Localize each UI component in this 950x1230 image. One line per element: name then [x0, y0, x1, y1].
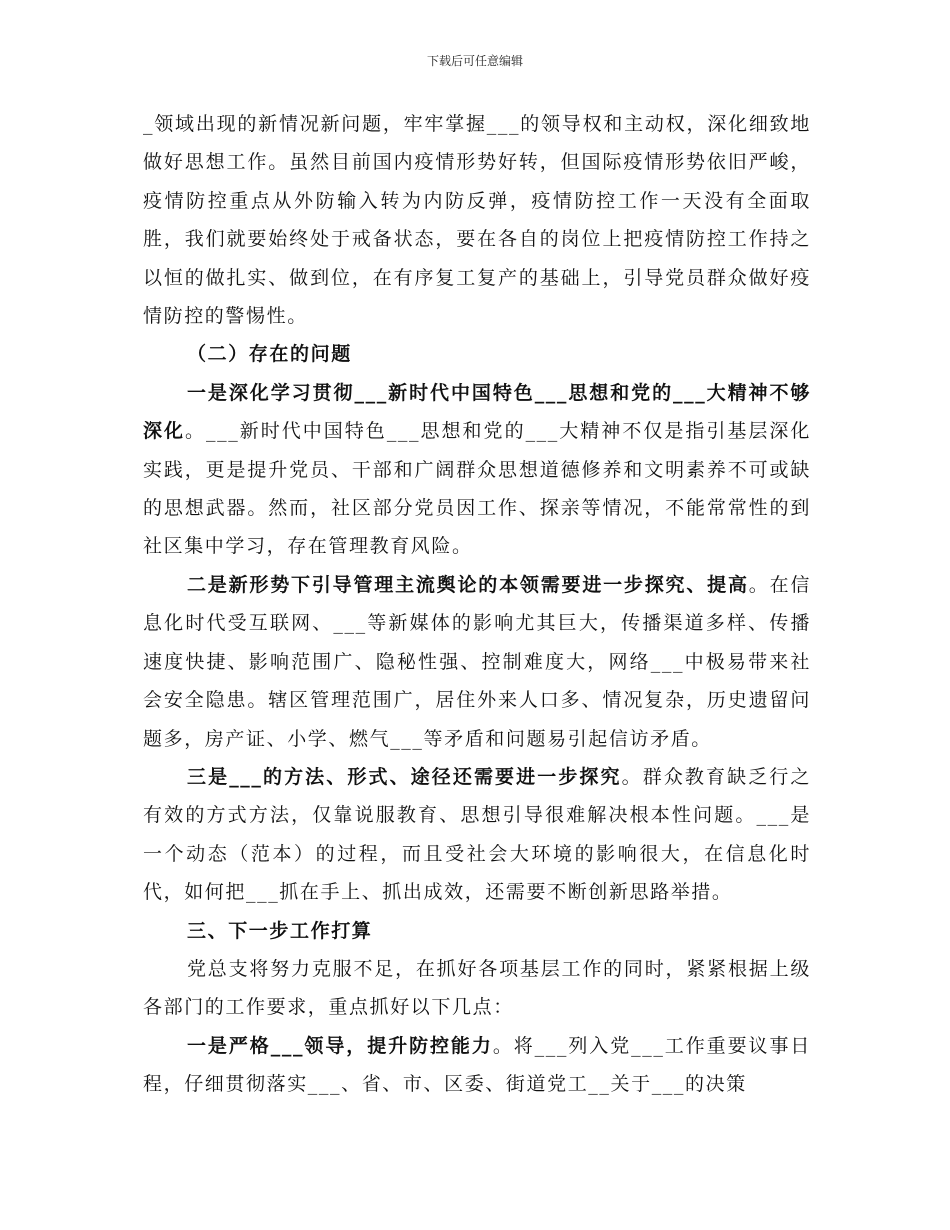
paragraph-text: _领域出现的新情况新问题，牢牢掌握___的领导权和主动权，深化细致地做好思想工作。虽然目前国内疫情形势好转，但国际疫情形势依旧严峻，疫情防控重点从外防输入转为内防反弹，疫情防控工作一天没有全面取胜，我们就要始终处于戒备状态，要在各自的岗位上把疫情防控工作持之以恒的做扎实、做到位，在有序复工复产的基础上，引导党员群众做好疫情防控的警惕性。 — [143, 113, 811, 328]
paragraph-text: 。群众教育缺乏行之有效的方式方法，仅靠说服教育、思想引导很难解决根本性问题。___是一个动态（范本）的过程，而且受社会大环境的影响很大，在信息化时代，如何把___抓在手上、抓出成效，还需要不断创新思路举措。 — [143, 765, 811, 904]
page-header: 下载后可任意编辑 — [426, 54, 523, 68]
paragraph-lead-bold: 一是严格___领导，提升防控能力 — [187, 1034, 493, 1057]
paragraph-lead-bold: 二是新形势下引导管理主流舆论的本领需要进一步探究、提高 — [187, 573, 749, 596]
section-heading-problems — [143, 335, 811, 373]
paragraph-text: 。___新时代中国特色___思想和党的___大精神不仅是指引基层深化实践，更是提升党员、干部和广阔群众思想道德修养和文明素养不可或缺的思想武器。然而，社区部分党员因工作、探亲等情况，不能常常性的到社区集中学习，存在管理教育风险。 — [143, 420, 812, 558]
paragraph-3 — [143, 374, 811, 566]
paragraph-lead-bold: 三是___的方法、形式、途径还需要进一步探究 — [187, 765, 622, 788]
paragraph-7 — [143, 950, 811, 1027]
heading-text: 三、下一步工作打算 — [187, 919, 373, 942]
paragraph-5 — [143, 758, 811, 912]
document-body — [143, 105, 811, 1104]
paragraph-1 — [143, 105, 811, 335]
paragraph-lead-bold: 一是深化学习贯彻___新时代中国特色___思想和党的___大精神不够深化 — [143, 381, 811, 443]
heading-text: （二）存在的问题 — [187, 343, 352, 366]
paragraph-text: 。在信息化时代受互联网、___等新媒体的影响尤其巨大，传播渠道多样、传播速度快捷、影响范围广、隐秘性强、控制难度大，网络___中极易带来社会安全隐患。辖区管理范围广，居住外来人口多、情况复杂，历史遗留问题多，房产证、小学、燃气___等矛盾和问题易引起信访矛盾。 — [143, 573, 811, 750]
paragraph-8 — [143, 1027, 811, 1104]
section-heading-next-steps — [143, 912, 811, 950]
paragraph-text: 。将___列入党___工作重要议事日程，仔细贯彻落实___、省、市、区委、街道党工__关于___的决策 — [143, 1034, 811, 1096]
paragraph-4 — [143, 566, 811, 758]
paragraph-text: 党总支将努力克服不足，在抓好各项基层工作的同时，紧紧根据上级各部门的工作要求，重点抓好以下几点： — [143, 957, 811, 1019]
